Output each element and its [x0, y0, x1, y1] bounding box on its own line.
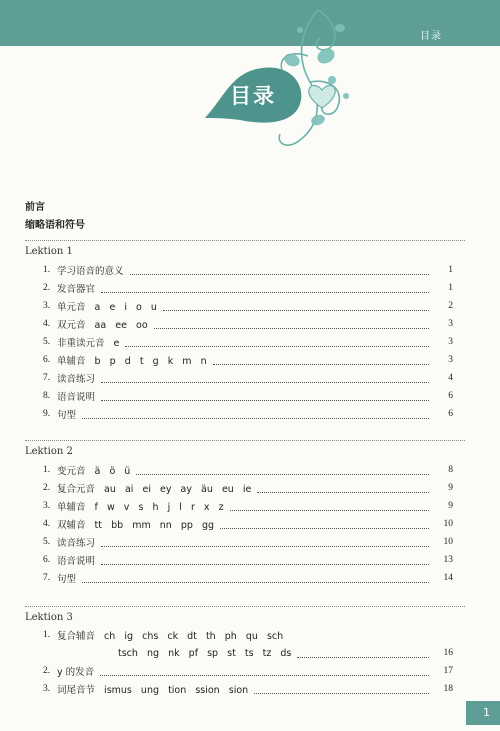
front-matter-abbreviations: 缩略语和符号: [25, 220, 85, 231]
entry-title: y 的发音: [57, 667, 95, 678]
entry-page: 1: [448, 283, 453, 293]
toc-entry[interactable]: [43, 681, 453, 697]
dot-leader: [101, 556, 429, 565]
toc-entry[interactable]: [43, 316, 453, 332]
entry-page: 1: [448, 265, 453, 275]
entry-title: 复合元音 au ai ei ey ay äu eu ie: [57, 484, 252, 495]
front-matter-preface: 前言: [25, 202, 45, 213]
entry-number: 4.: [43, 519, 51, 529]
entry-page: 3: [448, 355, 453, 365]
entry-title: 双元音 aa ee oo: [57, 320, 148, 331]
entry-number: 7.: [43, 573, 51, 583]
entry-number: 3.: [43, 684, 51, 694]
toc-entry[interactable]: [43, 406, 453, 422]
entry-page: 3: [448, 337, 453, 347]
entry-title: 双辅音 tt bb mm nn pp gg: [57, 520, 215, 531]
entry-number: 7.: [43, 373, 51, 383]
entry-title: 句型: [57, 410, 77, 421]
entry-title: 词尾音节 ismus ung tion ssion sion: [57, 685, 249, 696]
entry-title: 单元音 a e i o u: [57, 302, 157, 313]
entry-title: 复合辅音 ch ig chs ck dt th ph qu sch: [57, 631, 284, 642]
dot-leader: [257, 484, 429, 493]
entry-number: 8.: [43, 391, 51, 401]
toc-entry[interactable]: [43, 262, 453, 278]
dot-leader: [297, 649, 429, 658]
entry-number: 2.: [43, 666, 51, 676]
dot-leader: [254, 685, 429, 694]
dot-leader: [101, 374, 429, 383]
entry-title: 单辅音 f w v s h j l r x z: [57, 502, 224, 513]
dot-leader: [220, 520, 429, 529]
entry-page: 6: [448, 391, 453, 401]
entry-title: 语音说明: [57, 556, 96, 567]
entry-page: 17: [443, 666, 453, 676]
dot-leader: [125, 338, 429, 347]
toc-entry[interactable]: [43, 498, 453, 514]
lesson-title: Lektion 1: [25, 246, 73, 257]
dot-leader: [154, 320, 429, 329]
entry-page: 14: [443, 573, 453, 583]
toc-entry[interactable]: [43, 370, 453, 386]
toc-entry[interactable]: [43, 516, 453, 532]
entry-number: 1.: [43, 265, 51, 275]
entry-page: 9: [448, 483, 453, 493]
dot-leader: [136, 466, 429, 475]
toc-entry[interactable]: [43, 570, 453, 586]
entry-title: 语音说明: [57, 392, 96, 403]
toc-entry[interactable]: [43, 462, 453, 478]
entry-number: 6.: [43, 355, 51, 365]
dot-leader: [101, 538, 429, 547]
running-header-title: 目录: [420, 31, 442, 42]
entry-page: 18: [443, 684, 453, 694]
toc-entry[interactable]: [43, 534, 453, 550]
entry-page: 3: [448, 319, 453, 329]
toc-heading: 目录: [230, 84, 276, 108]
entry-number: 5.: [43, 537, 51, 547]
entry-number: 2.: [43, 483, 51, 493]
dot-leader: [101, 392, 429, 401]
entry-page: 8: [448, 465, 453, 475]
toc-entry[interactable]: [43, 663, 453, 679]
section-rule: [25, 240, 465, 241]
dot-leader: [82, 574, 429, 583]
toc-entry[interactable]: [43, 552, 453, 568]
dot-leader: [101, 284, 429, 293]
entry-number: 5.: [43, 337, 51, 347]
toc-entry[interactable]: [43, 280, 453, 296]
entry-page: 10: [443, 537, 453, 547]
toc-entry[interactable]: [43, 352, 453, 368]
page-number-tab: 1: [466, 701, 500, 725]
entry-title: 单辅音 b p d t g k m n: [57, 356, 207, 367]
entry-number: 3.: [43, 501, 51, 511]
entry-number: 4.: [43, 319, 51, 329]
section-rule: [25, 606, 465, 607]
heart-leaf-shape: [309, 85, 336, 108]
entry-page: 2: [448, 301, 453, 311]
entry-number: 2.: [43, 283, 51, 293]
entry-title: 读音练习: [57, 538, 96, 549]
toc-entry[interactable]: [43, 388, 453, 404]
entry-title: 句型: [57, 574, 77, 585]
dot-leader: [163, 302, 429, 311]
toc-entry-continuation[interactable]: [118, 645, 453, 661]
dot-leader: [130, 266, 429, 275]
entry-page: 4: [448, 373, 453, 383]
entry-title: 变元音 ä ö ü: [57, 466, 131, 477]
entry-title: 读音练习: [57, 374, 96, 385]
dot-leader: [230, 502, 429, 511]
entry-number: 6.: [43, 555, 51, 565]
entry-title: 学习语音的意义: [57, 266, 124, 277]
dot-leader: [100, 667, 429, 676]
entry-page: 9: [448, 501, 453, 511]
toc-entry[interactable]: [43, 298, 453, 314]
entry-page: 10: [443, 519, 453, 529]
entry-title: 发音器官: [57, 284, 96, 295]
toc-entry[interactable]: [43, 480, 453, 496]
entry-number: 9.: [43, 409, 51, 419]
section-rule: [25, 440, 465, 441]
toc-entry[interactable]: [43, 627, 453, 643]
lesson-title: Lektion 3: [25, 612, 73, 623]
entry-number: 1.: [43, 630, 51, 640]
entry-number: 3.: [43, 301, 51, 311]
entry-page: 6: [448, 409, 453, 419]
entry-page: 16: [443, 648, 453, 658]
lesson-title: Lektion 2: [25, 446, 73, 457]
entry-title: tsch ng nk pf sp st ts tz ds: [118, 647, 292, 659]
entry-page: 13: [443, 555, 453, 565]
toc-entry[interactable]: [43, 334, 453, 350]
dot-leader: [213, 356, 429, 365]
entry-title: 非重读元音 e: [57, 338, 120, 349]
dot-leader: [82, 410, 429, 419]
entry-number: 1.: [43, 465, 51, 475]
